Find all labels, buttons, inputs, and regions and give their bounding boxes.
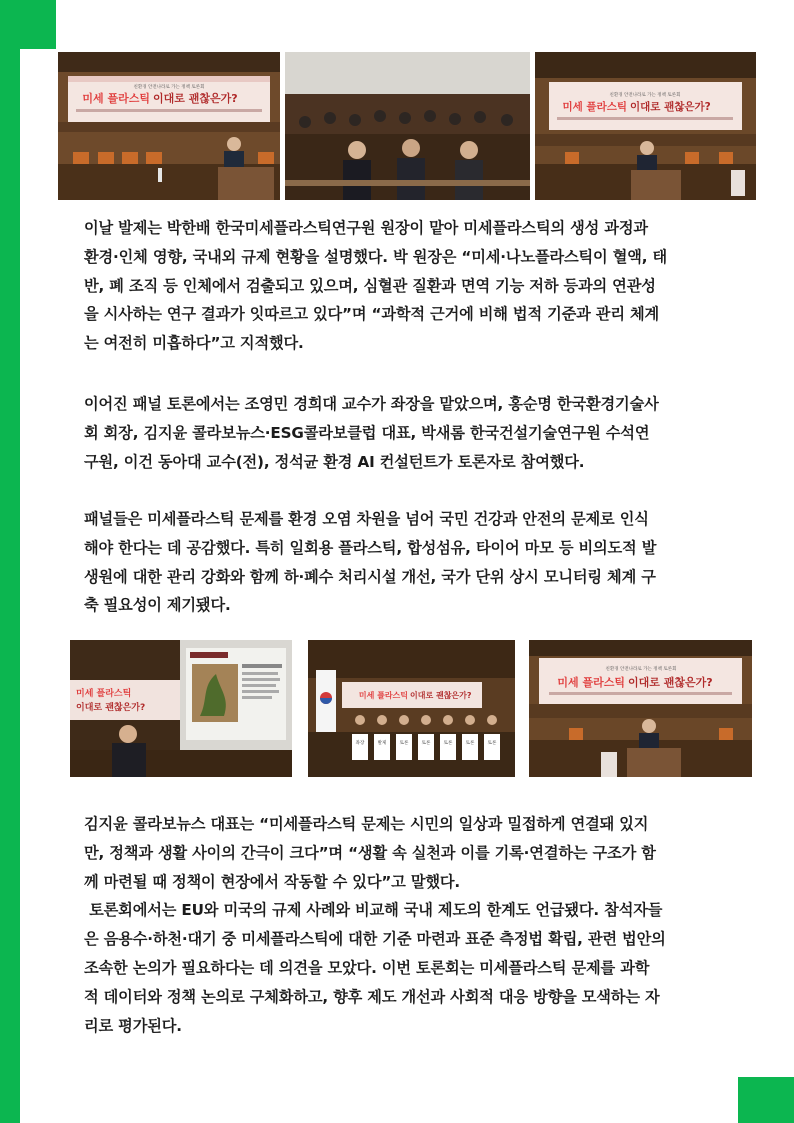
- paragraph-line: 이날 발제는 박한배 한국미세플라스틱연구원 원장이 맡아 미세플라스틱의 생성 과정과: [84, 219, 648, 237]
- banner-title-dark: 이대로 괜찮은가?: [76, 703, 146, 713]
- photo-audience: [285, 52, 530, 200]
- panel-nameplate: 토론: [443, 741, 453, 746]
- article-paragraph-3: [84, 505, 734, 620]
- photo-speaker-with-slide: [70, 640, 292, 777]
- paragraph-line: 께 마련될 때 정책이 현장에서 작동할 수 있다”고 말했다.: [84, 872, 461, 891]
- paragraph-line: 김지윤 콜라보뉴스 대표는 “미세플라스틱 문제는 시민의 일상과 밀접하게 연결돼 있지: [84, 815, 649, 833]
- photo-presenter-podium-left: [58, 52, 280, 200]
- paragraph-line: 조속한 논의가 필요하다는 데 의견을 모았다. 이번 토론회는 미세플라스틱 문제를 과학: [84, 958, 650, 977]
- paragraph-line: 해야 한다는 데 공감했다. 특히 일회용 플라스틱, 합성섬유, 타이어 마모 등 비의도적 발: [84, 538, 657, 557]
- paragraph-line: 은 음용수·하천·대기 중 미세플라스틱에 대한 기준 마련과 표준 측정법 확립, 관련 법안의: [84, 930, 666, 949]
- top-left-accent-block: [0, 0, 56, 49]
- banner-title-red: 미세 플라스틱: [358, 691, 408, 700]
- paragraph-line: 회 회장, 김지윤 콜라보뉴스·ESG콜라보클럽 대표, 박새롬 한국건설기술연구원 수석연: [84, 423, 650, 442]
- banner-subtitle: 친환경 안전나라로 가는 정책 토론회: [609, 93, 681, 98]
- banner-title-red: 미세 플라스틱: [82, 92, 150, 105]
- banner-title-dark: 이대로 괜찮은가?: [628, 676, 713, 689]
- banner-title-red: 미세 플라스틱: [76, 689, 132, 699]
- banner-title-dark: 이대로 괜찮은가?: [153, 92, 238, 105]
- banner-title-red: 미세 플라스틱: [562, 101, 627, 113]
- paragraph-line: 리로 평가된다.: [84, 1016, 182, 1035]
- article-paragraph-2: [84, 390, 734, 476]
- banner-subtitle: 친환경 안전나라로 가는 정책 토론회: [605, 667, 677, 672]
- panel-nameplate: 토론: [465, 741, 475, 746]
- panel-nameplate: 토론: [487, 741, 497, 746]
- paragraph-line: 축 필요성이 제기됐다.: [84, 596, 231, 615]
- photo-panel-discussion: [308, 640, 515, 777]
- article-paragraph-1: [84, 214, 734, 358]
- paragraph-line: 적 데이터와 정책 논의로 구체화하고, 향후 제도 개선과 사회적 대응 방향을 모색하는 자: [84, 987, 660, 1006]
- photo-speaker-at-podium: [529, 640, 752, 777]
- banner-title-dark: 이대로 괜찮은가?: [410, 691, 472, 700]
- paragraph-line: 을 시사하는 연구 결과가 잇따르고 있다”며 “과학적 근거에 비해 법적 기준과 관리 체계: [84, 305, 660, 324]
- panel-nameplate: 토론: [399, 741, 409, 746]
- article-paragraph-4: [84, 810, 734, 1040]
- panel-nameplate: 토론: [421, 741, 431, 746]
- banner-title-red: 미세 플라스틱: [557, 676, 625, 689]
- panel-nameplate: 좌장: [355, 741, 365, 746]
- panel-nameplate: 발제: [377, 741, 387, 746]
- left-accent-bar: [0, 0, 20, 1123]
- photo-presenter-podium-right: [535, 52, 756, 200]
- paragraph-line: 환경·인체 영향, 국내외 규제 현황을 설명했다. 박 원장은 “미세·나노플라스틱이 혈액, 태: [84, 247, 668, 266]
- paragraph-line: 이어진 패널 토론에서는 조영민 경희대 교수가 좌장을 맡았으며, 홍순명 한국환경기술사: [84, 395, 659, 413]
- paragraph-line: 토론회에서는 EU와 미국의 규제 사례와 비교해 국내 제도의 한계도 언급됐다. 참석자들: [84, 901, 663, 920]
- paragraph-line: 는 여전히 미흡하다”고 지적했다.: [84, 334, 304, 353]
- paragraph-line: 생원에 대한 관리 강화와 함께 하·폐수 처리시설 개선, 국가 단위 상시 모니터링 체계 구: [84, 567, 656, 586]
- paragraph-line: 만, 정책과 생활 사이의 간극이 크다”며 “생활 속 실천과 이를 기록·연결하는 구조가 함: [84, 843, 656, 862]
- banner-title-dark: 이대로 괜찮은가?: [630, 101, 711, 113]
- banner-subtitle: 친환경 안전나라로 가는 정책 토론회: [133, 85, 205, 90]
- paragraph-line: 패널들은 미세플라스틱 문제를 환경 오염 차원을 넘어 국민 건강과 안전의 문제로 인식: [84, 510, 649, 528]
- bottom-right-accent-block: [738, 1077, 794, 1123]
- paragraph-line: 구원, 이건 동아대 교수(전), 정석균 환경 AI 컨설턴트가 토론자로 참여했다.: [84, 452, 585, 471]
- paragraph-line: 반, 폐 조직 등 인체에서 검출되고 있으며, 심혈관 질환과 면역 기능 저하 등과의 연관성: [84, 276, 656, 295]
